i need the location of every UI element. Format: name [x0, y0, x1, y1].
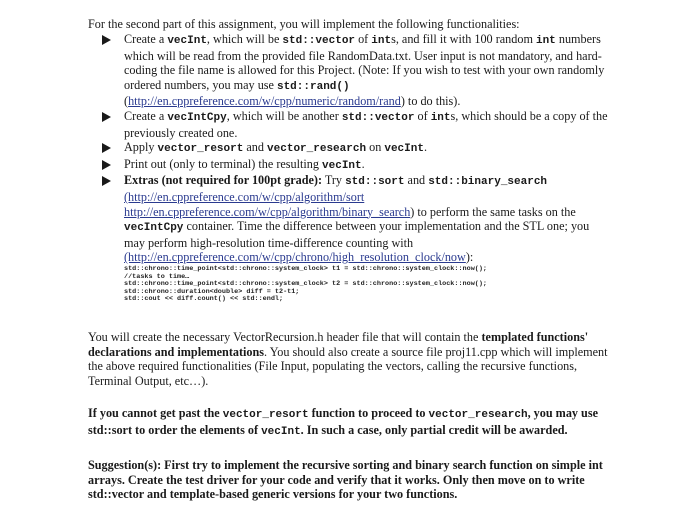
partial-credit-paragraph: If you cannot get past the vector_resort function to proceed to vector_research, you may use std::sort to order the elements of vecInt. In such a case, only partial credit will be awarded. — [88, 406, 598, 438]
header-file-paragraph: You will create the necessary VectorRecursion.h header file that will contain the templated functions' declarations and implementations. You should also create a source file proj11.cpp which will implement the above required functionalities (File Input, populating the vectors, calling the recursive functions, Terminal Output, etc…). — [88, 330, 608, 388]
functionality-list — [90, 32, 612, 304]
link-chrono-now[interactable]: (http://en.cppreference.com/w/cpp/chrono/high_resolution_clock/now — [124, 250, 466, 265]
arrow-bullet-icon — [102, 143, 111, 153]
extras-heading: Extras (not required for 100pt grade): — [124, 173, 323, 188]
intro-paragraph: For the second part of this assignment, you will implement the following functionalities: — [88, 17, 520, 31]
suggestion-paragraph: Suggestion(s): First try to implement the recursive sorting and binary search function on simple int arrays. Create the test driver for your code and verify that it works. Only then move on to write std::vector and template-based generic versions for your two functions. — [88, 458, 603, 502]
list-item-create-vecintcpy: Create a vecIntCpy, which will be another std::vector of ints, which should be a copy of the previously created one. — [90, 109, 612, 140]
list-item-apply-functions: Apply vector_resort and vector_research on vecInt. — [90, 140, 612, 157]
code-vector-resort: vector_resort — [157, 143, 244, 156]
code-std-binary-search: std::binary_search — [428, 176, 548, 189]
list-item-print-out: Print out (only to terminal) the resulting vecInt. — [90, 157, 612, 174]
code-std-sort: std::sort — [345, 176, 405, 189]
code-vecint: vecInt — [167, 35, 207, 47]
code-line: //tasks to time… — [124, 272, 190, 281]
code-std-rand: std::rand() — [276, 80, 350, 93]
list-item-extras: Extras (not required for 100pt grade): Try std::sort and std::binary_search (http://en.cppreference.com/w/cpp/algorithm/sort http://en.cppreference.com/w/cpp/algorithm/binary_search) to perform the same tasks on the vecIntCpy container. Time the difference between your implementation and the STL one; you may perform high-resolution time-difference counting with (http://en.cppreference.com/w/cpp/chrono/high_resolution_clock/now): std::chrono::time_point<std::chrono::system_clock> t1 = std::chrono::system_clock::now(); //tasks to time… std::chrono::time_point<std::chrono::system_clock> t2 = std::chrono::system_clock::now(); std::chrono::duration<double> diff = t2-t1; std::cout << diff.count() << std::endl; — [90, 173, 612, 304]
list-item-create-vecint: Create a vecInt, which will be std::vector of ints, and fill it with 100 random int numbers which will be read from the provided file RandomData.txt. User input is not mandatory, and hard-coding the file name is allowed for this Project. (Note: If you wish to test with your own randomly ordered numbers, you may use std::rand() (http://en.cppreference.com/w/cpp/numeric/random/rand) to do this). — [90, 32, 612, 109]
arrow-bullet-icon — [102, 160, 111, 170]
arrow-bullet-icon — [102, 35, 111, 45]
link-binary-search[interactable]: http://en.cppreference.com/w/cpp/algorithm/binary_search — [124, 204, 411, 219]
code-line: std::cout << diff.count() << std::endl; — [124, 295, 284, 304]
arrow-bullet-icon — [102, 112, 111, 122]
code-vector-research: vector_research — [267, 143, 367, 156]
code-vecintcpy: vecIntCpy — [167, 111, 227, 124]
code-block — [124, 266, 612, 304]
code-line: std::chrono::time_point<std::chrono::system_clock> t1 = std::chrono::system_clock::now(); — [124, 264, 488, 273]
link-sort[interactable]: (http://en.cppreference.com/w/cpp/algorithm/sort — [124, 189, 365, 204]
code-line: std::chrono::time_point<std::chrono::system_clock> t2 = std::chrono::system_clock::now(); — [124, 280, 488, 289]
code-std-vector: std::vector — [282, 35, 356, 47]
link-rand[interactable]: http://en.cppreference.com/w/cpp/numeric/random/rand — [128, 94, 401, 109]
code-line: std::chrono::duration<double> diff = t2-t1; — [124, 287, 300, 296]
arrow-bullet-icon — [102, 176, 111, 186]
